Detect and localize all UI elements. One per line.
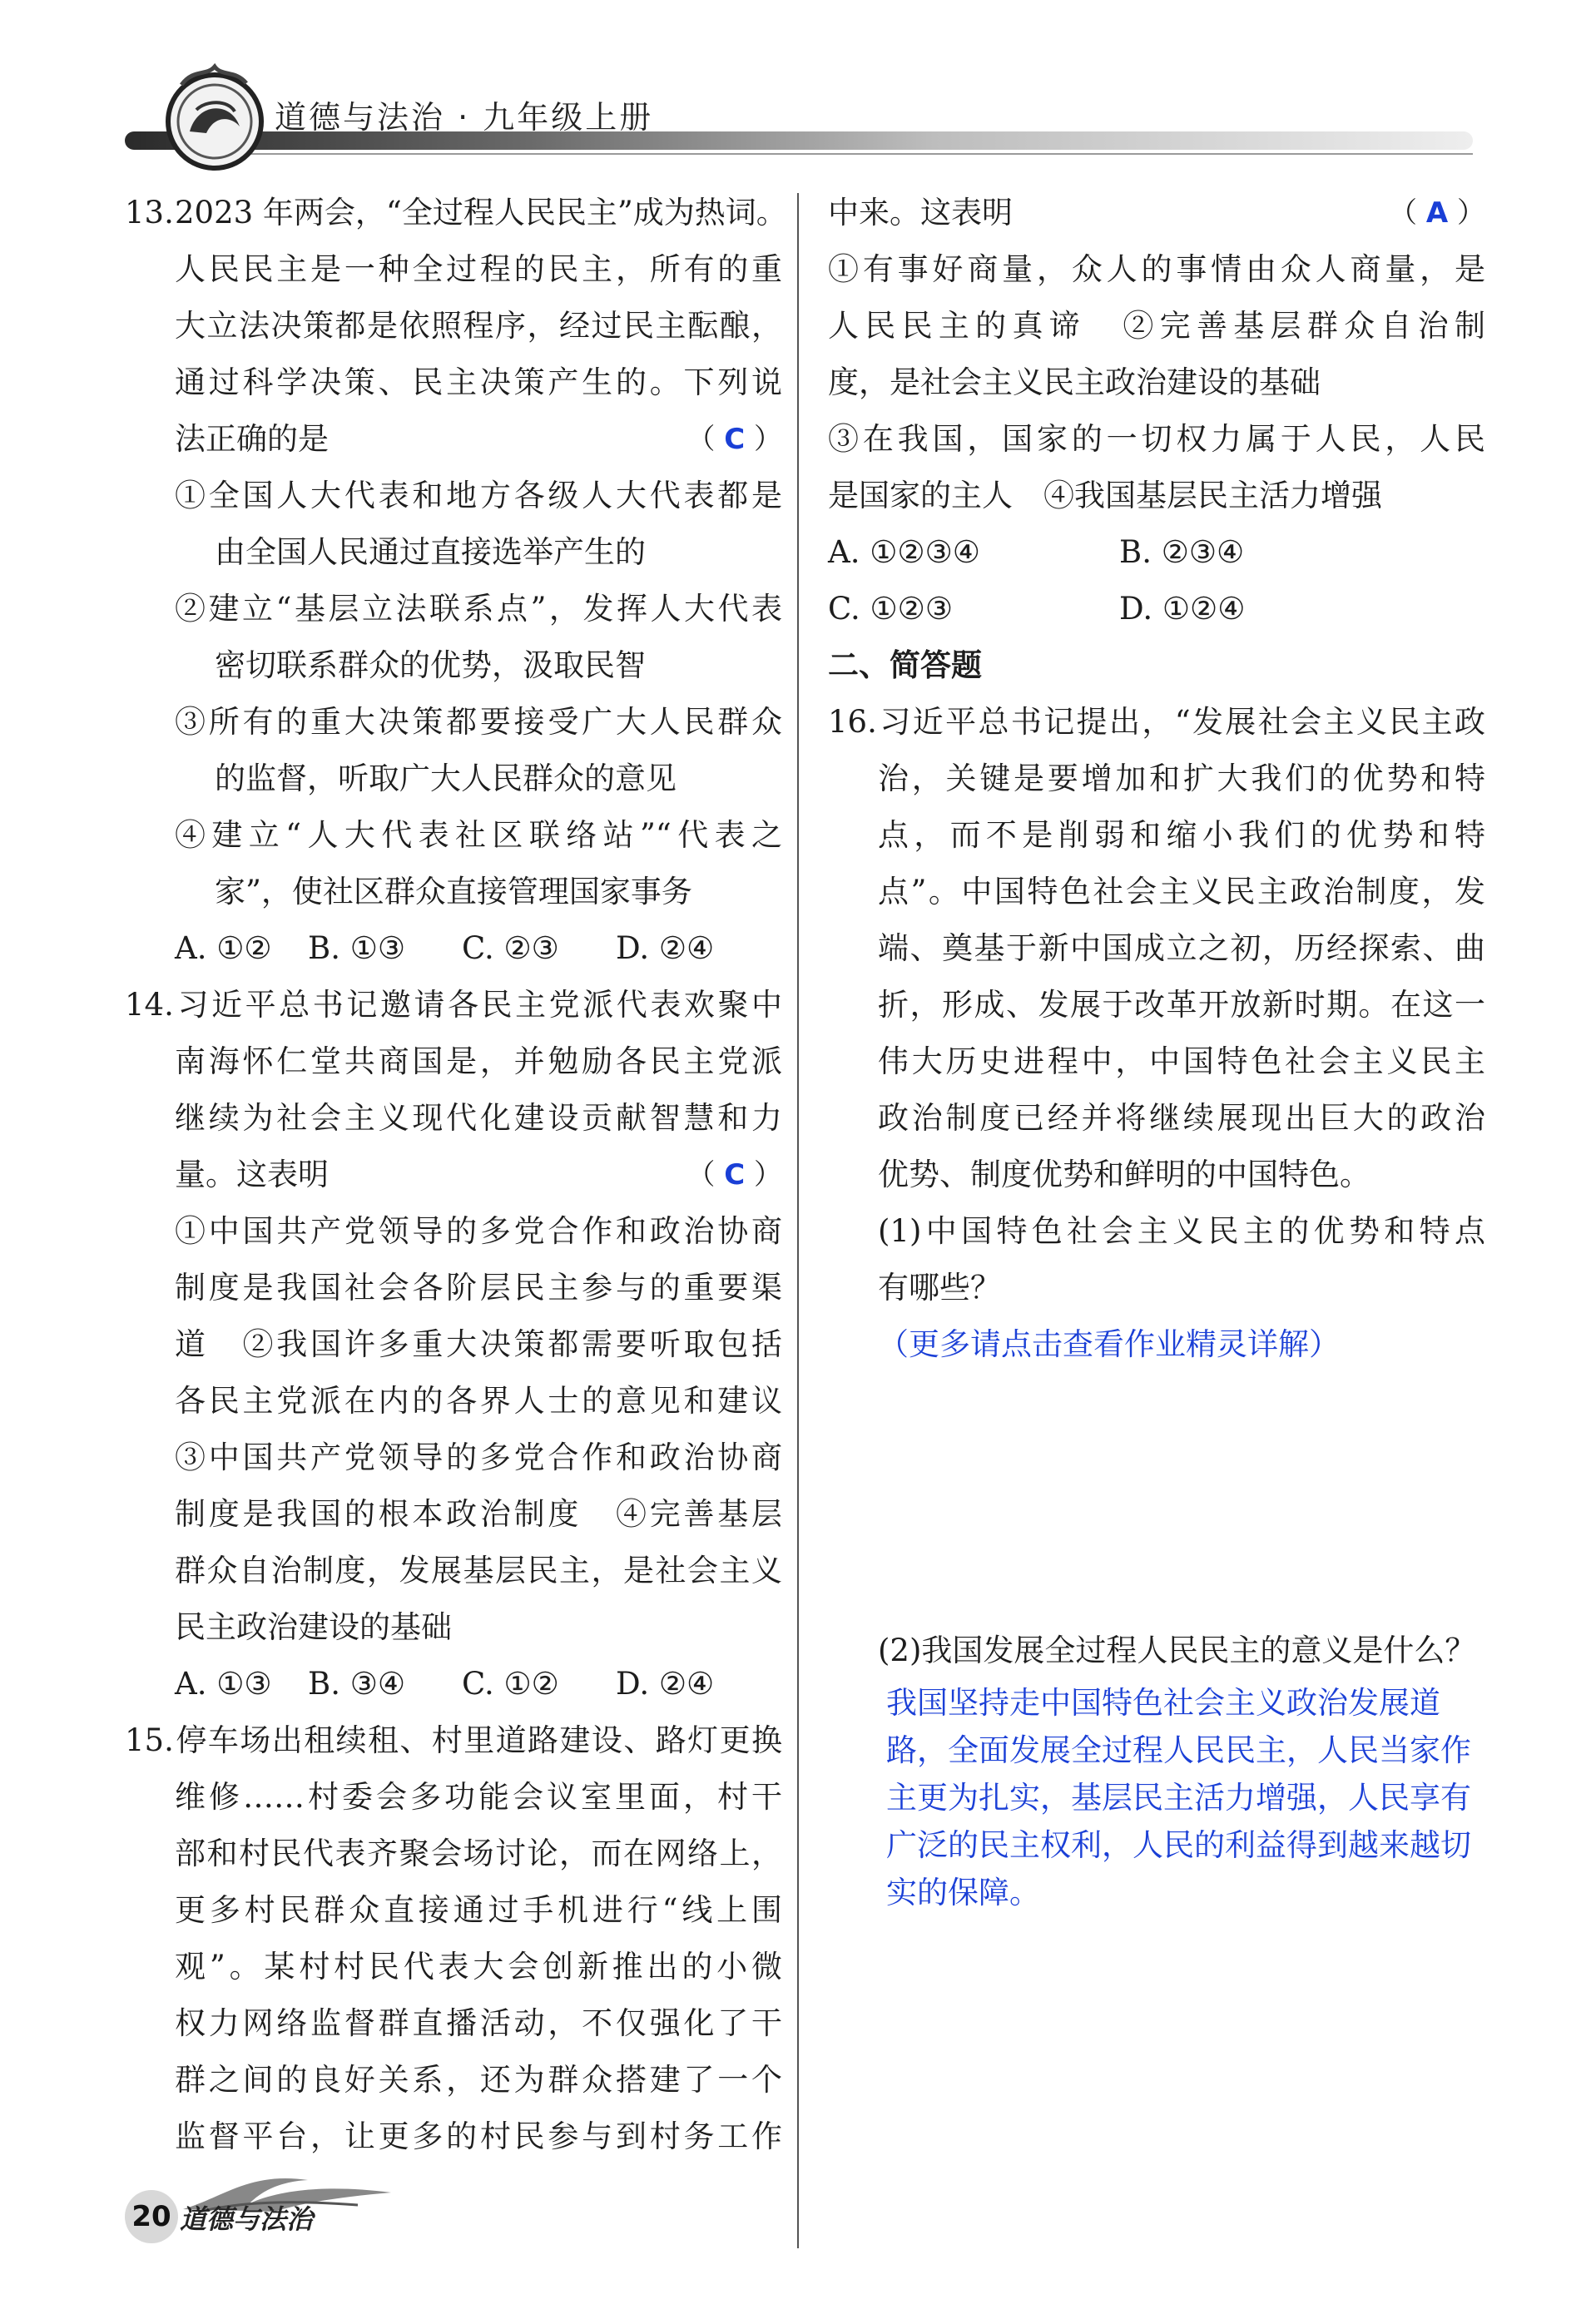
q14-line: 南海怀仁堂共商国是，并勉励各民主党派 bbox=[175, 1043, 782, 1079]
q13-line: 通过科学决策、民主决策产生的。下列说 bbox=[175, 364, 782, 400]
q16-sub-question-2: (2)我国发展全过程人民民主的意义是什么？ bbox=[878, 1633, 1476, 1668]
q16-line: 点”。中国特色社会主义民主政治制度，发 bbox=[878, 874, 1485, 909]
q14-options bbox=[125, 1656, 782, 1712]
q14-body: 制度是我国的根本政治制度 ④完善基层 bbox=[175, 1496, 782, 1532]
q16-line: 优势、制度优势和鲜明的中国特色。 bbox=[878, 1157, 1370, 1192]
answer-mark: （ A ） bbox=[1389, 196, 1485, 230]
option: B. ③④ bbox=[308, 1666, 406, 1702]
q13-line: 13.2023 年两会，“全过程人民民主”成为热词。 bbox=[125, 185, 782, 241]
option: D. ②④ bbox=[616, 1666, 715, 1702]
q15-line: 中来。这表明 （ A ） bbox=[828, 185, 1485, 241]
q15-line: 15.停车场出租续租、村里道路建设、路灯更换 bbox=[125, 1712, 782, 1769]
q13-line: 大立法决策都是依照程序，经过民主酝酿， bbox=[175, 308, 782, 344]
header-title: 道德与法治 · 九年级上册 bbox=[275, 99, 654, 136]
question-15 bbox=[125, 1712, 782, 2165]
q16-line: 16.习近平总书记提出，“发展社会主义民主政 bbox=[828, 694, 1485, 751]
option: A. ①③ bbox=[175, 1666, 272, 1702]
q15-line: 更多村民群众直接通过手机进行“线上围 bbox=[175, 1892, 782, 1928]
page-number: 20 bbox=[125, 2190, 178, 2243]
q13-line: 法正确的是 （ C ） bbox=[125, 411, 782, 468]
question-number: 14. bbox=[125, 987, 174, 1023]
q15-options bbox=[828, 581, 1485, 637]
option: C. ①②③ bbox=[828, 591, 954, 627]
q16-line: 治，关键是要增加和扩大我们的优势和特 bbox=[878, 761, 1485, 796]
q16-answer-2: 我国坚持走中国特色社会主义政治发展道路，全面发展全过程人民民主，人民当家作主更为扎实，基层民主活力增强，人民享有广泛的民主权利，人民的利益得到越来越切实的保障。 bbox=[886, 1685, 1471, 1910]
question-14 bbox=[125, 977, 782, 1712]
answer-space bbox=[828, 1373, 1485, 1623]
answer-mark: （ C ） bbox=[686, 423, 782, 456]
right-column bbox=[828, 185, 1485, 1916]
q16-sub-question-1: 有哪些？ bbox=[878, 1270, 1001, 1306]
q16-line: 折，形成、发展于改革开放新时期。在这一 bbox=[878, 987, 1485, 1023]
q15-body: ③在我国，国家的一切权力属于人民，人民 bbox=[828, 421, 1485, 457]
footer-label: 道德与法治 bbox=[180, 2203, 314, 2235]
header-rule bbox=[250, 153, 1473, 155]
option: C. ①② bbox=[462, 1666, 559, 1702]
left-column bbox=[125, 185, 787, 2165]
option: C. ②③ bbox=[462, 930, 559, 966]
q13-item: 密切联系群众的优势，汲取民智 bbox=[215, 647, 646, 683]
q15-line: 监督平台，让更多的村民参与到村务工作 bbox=[175, 2118, 782, 2154]
q15-line: 权力网络监督群直播活动，不仅强化了干 bbox=[175, 2005, 782, 2041]
q14-line: 继续为社会主义现代化建设贡献智慧和力 bbox=[175, 1100, 782, 1136]
q14-body: 制度是我国社会各阶层民主参与的重要渠 bbox=[175, 1270, 782, 1306]
question-number: 16. bbox=[828, 704, 877, 740]
answer-mark: （ C ） bbox=[686, 1158, 782, 1192]
q16-line: 伟大历史进程中，中国特色社会主义民主 bbox=[878, 1043, 1485, 1079]
q15-body: 是国家的主人 ④我国基层民主活力增强 bbox=[828, 478, 1382, 513]
q15-line: 维修……村委会多功能会议室里面，村干 bbox=[175, 1779, 782, 1815]
page-footer bbox=[125, 2188, 341, 2247]
q14-line: 14.习近平总书记邀请各民主党派代表欢聚中 bbox=[125, 977, 782, 1033]
q13-item: 的监督，听取广大人民群众的意见 bbox=[215, 761, 677, 796]
option: B. ①③ bbox=[308, 930, 406, 966]
q13-line: 人民民主是一种全过程的民主，所有的重 bbox=[175, 251, 782, 287]
question-number: 15. bbox=[125, 1722, 174, 1758]
q15-line: 观”。某村村民代表大会创新推出的小微 bbox=[175, 1949, 782, 1985]
section-title: 二、简答题 bbox=[828, 647, 982, 683]
option: A. ①②③④ bbox=[828, 534, 980, 570]
question-13 bbox=[125, 185, 787, 977]
q15-line: 部和村民代表齐聚会场讨论，而在网络上， bbox=[175, 1836, 782, 1871]
q14-body: ③中国共产党领导的多党合作和政治协商 bbox=[175, 1439, 782, 1475]
q14-body: 群众自治制度，发展基层民主，是社会主义 bbox=[175, 1553, 782, 1588]
q13-item: ①全国人大代表和地方各级人大代表都是 bbox=[175, 478, 782, 513]
q14-body: 各民主党派在内的各界人士的意见和建议 bbox=[175, 1383, 782, 1419]
dragon-emblem-icon bbox=[148, 52, 281, 185]
q16-line: 端、奠基于新中国成立之初，历经探索、曲 bbox=[878, 930, 1485, 966]
option: D. ①②④ bbox=[1119, 591, 1246, 627]
q13-options bbox=[125, 920, 782, 977]
q15-line: 群之间的良好关系，还为群众搭建了一个 bbox=[175, 2062, 782, 2098]
q13-item: ④建立“人大代表社区联络站”“代表之 bbox=[175, 817, 782, 853]
q13-item: ②建立“基层立法联系点”，发挥人大代表 bbox=[175, 591, 782, 627]
column-divider bbox=[797, 193, 799, 2248]
option: D. ②④ bbox=[616, 930, 715, 966]
q15-body: ①有事好商量，众人的事情由众人商量，是 bbox=[828, 251, 1485, 287]
q14-body: 民主政治建设的基础 bbox=[175, 1609, 452, 1645]
view-solution-link[interactable]: （更多请点击查看作业精灵详解） bbox=[878, 1326, 1340, 1362]
option: B. ②③④ bbox=[1119, 534, 1245, 570]
q15-body: 度，是社会主义民主政治建设的基础 bbox=[828, 364, 1321, 400]
q16-line: 点，而不是削弱和缩小我们的优势和特 bbox=[878, 817, 1485, 853]
q15-body: 人民民主的真谛 ②完善基层群众自治制 bbox=[828, 308, 1485, 344]
q13-item: 由全国人民通过直接选举产生的 bbox=[215, 534, 646, 570]
option: A. ①② bbox=[175, 930, 272, 966]
q14-body: ①中国共产党领导的多党合作和政治协商 bbox=[175, 1213, 782, 1249]
q13-item: ③所有的重大决策都要接受广大人民群众 bbox=[175, 704, 782, 740]
q14-body: 道 ②我国许多重大决策都需要听取包括 bbox=[175, 1326, 782, 1362]
q16-sub-question-1: (1)中国特色社会主义民主的优势和特点 bbox=[878, 1213, 1485, 1249]
q13-item: 家”，使社区群众直接管理国家事务 bbox=[215, 874, 692, 909]
question-16 bbox=[828, 694, 1485, 1916]
question-15-continued bbox=[828, 185, 1485, 637]
q15-options bbox=[828, 524, 1485, 581]
q16-line: 政治制度已经并将继续展现出巨大的政治 bbox=[878, 1100, 1485, 1136]
q14-line: 量。这表明 （ C ） bbox=[125, 1147, 782, 1203]
question-number: 13. bbox=[125, 195, 174, 230]
